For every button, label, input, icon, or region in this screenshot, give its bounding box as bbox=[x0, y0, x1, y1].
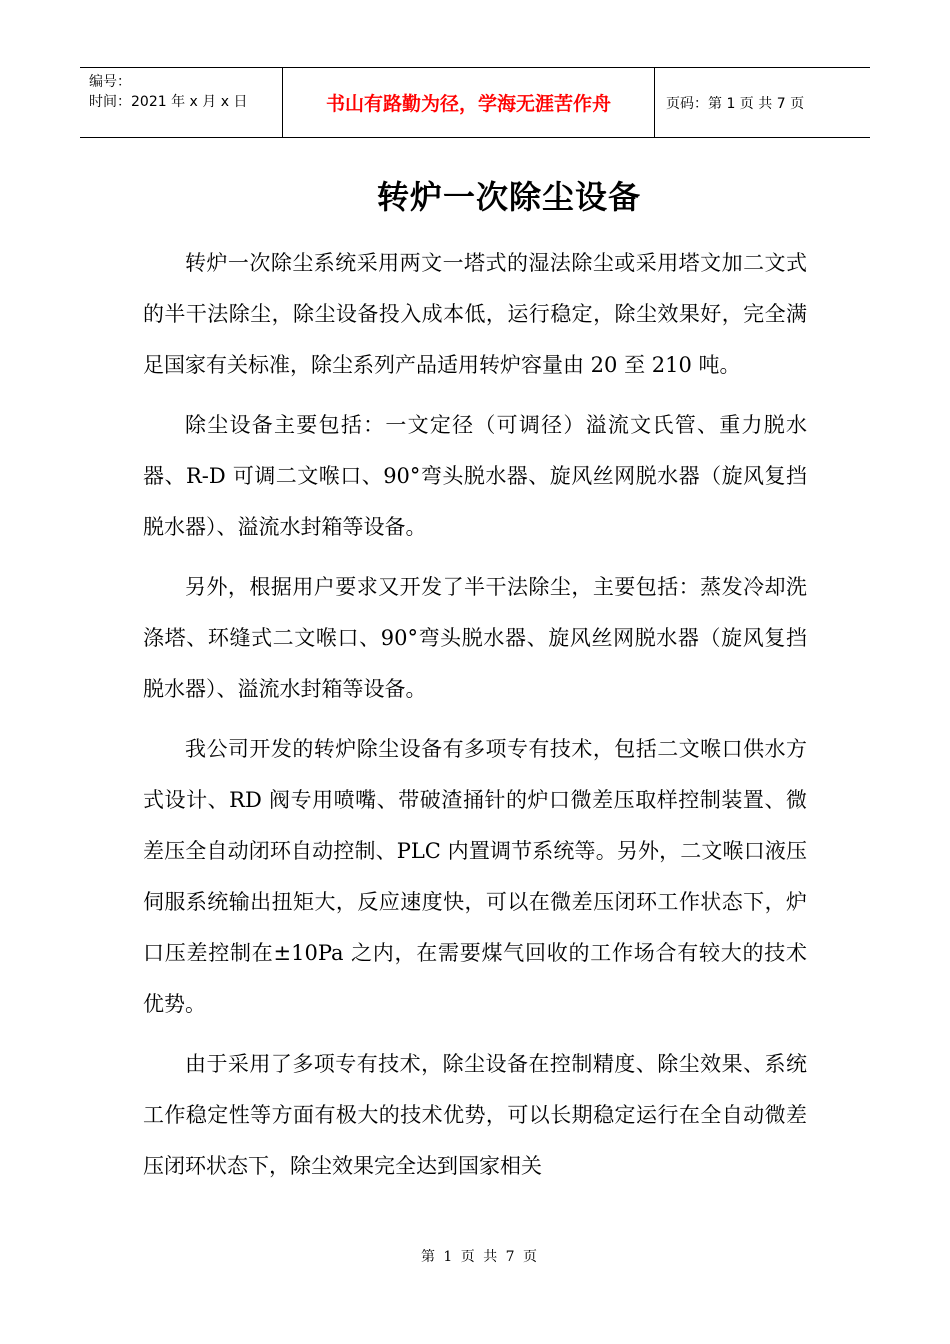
time-label: 时间：2021 年 x 月 x 日 bbox=[89, 94, 248, 110]
paragraph: 转炉一次除尘系统采用两文一塔式的湿法除尘或采用塔文加二文式的半干法除尘，除尘设备投入成本低，运行稳定，除尘效果好，完全满足国家有关标准，除尘系列产品适用转炉容量由 20 至 210 吨。 bbox=[143, 251, 807, 377]
paragraph: 除尘设备主要包括：一文定径（可调径）溢流文氏管、重力脱水器、R-D 可调二文喉口、90°弯头脱水器、旋风丝网脱水器（旋风复挡脱水器）、溢流水封箱等设备。 bbox=[143, 413, 807, 539]
document-header bbox=[80, 67, 870, 138]
header-page-info: 页码：第 1 页 共 7 页 bbox=[666, 95, 805, 112]
header-motto: 书山有路勤为径，学海无涯苦作舟 bbox=[282, 68, 655, 137]
paragraph: 我公司开发的转炉除尘设备有多项专有技术，包括二文喉口供水方式设计、RD 阀专用喷嘴、带破渣捅针的炉口微差压取样控制装置、微差压全自动闭环自动控制、PLC 内置调节系统等。另外，二文喉口液压伺服系统输出扭矩大，反应速度快，可以在微差压闭环工作状态下，炉口压差控制在±10Pa 之内，在需要煤气回收的工作场合有较大的技术优势。 bbox=[143, 737, 807, 1016]
document-body bbox=[143, 238, 807, 1201]
paragraph: 另外，根据用户要求又开发了半干法除尘，主要包括：蒸发冷却洗涤塔、环缝式二文喉口、90°弯头脱水器、旋风丝网脱水器（旋风复挡脱水器）、溢流水封箱等设备。 bbox=[143, 575, 807, 701]
number-label: 编号： bbox=[89, 74, 131, 90]
header-meta bbox=[80, 68, 282, 137]
paragraph: 由于采用了多项专有技术，除尘设备在控制精度、除尘效果、系统工作稳定性等方面有极大的技术优势，可以长期稳定运行在全自动微差压闭环状态下，除尘效果完全达到国家相关 bbox=[143, 1052, 807, 1178]
page-footer: 第 1 页 共 7 页 bbox=[420, 1249, 540, 1265]
document-title: 转炉一次除尘设备 bbox=[376, 178, 641, 216]
